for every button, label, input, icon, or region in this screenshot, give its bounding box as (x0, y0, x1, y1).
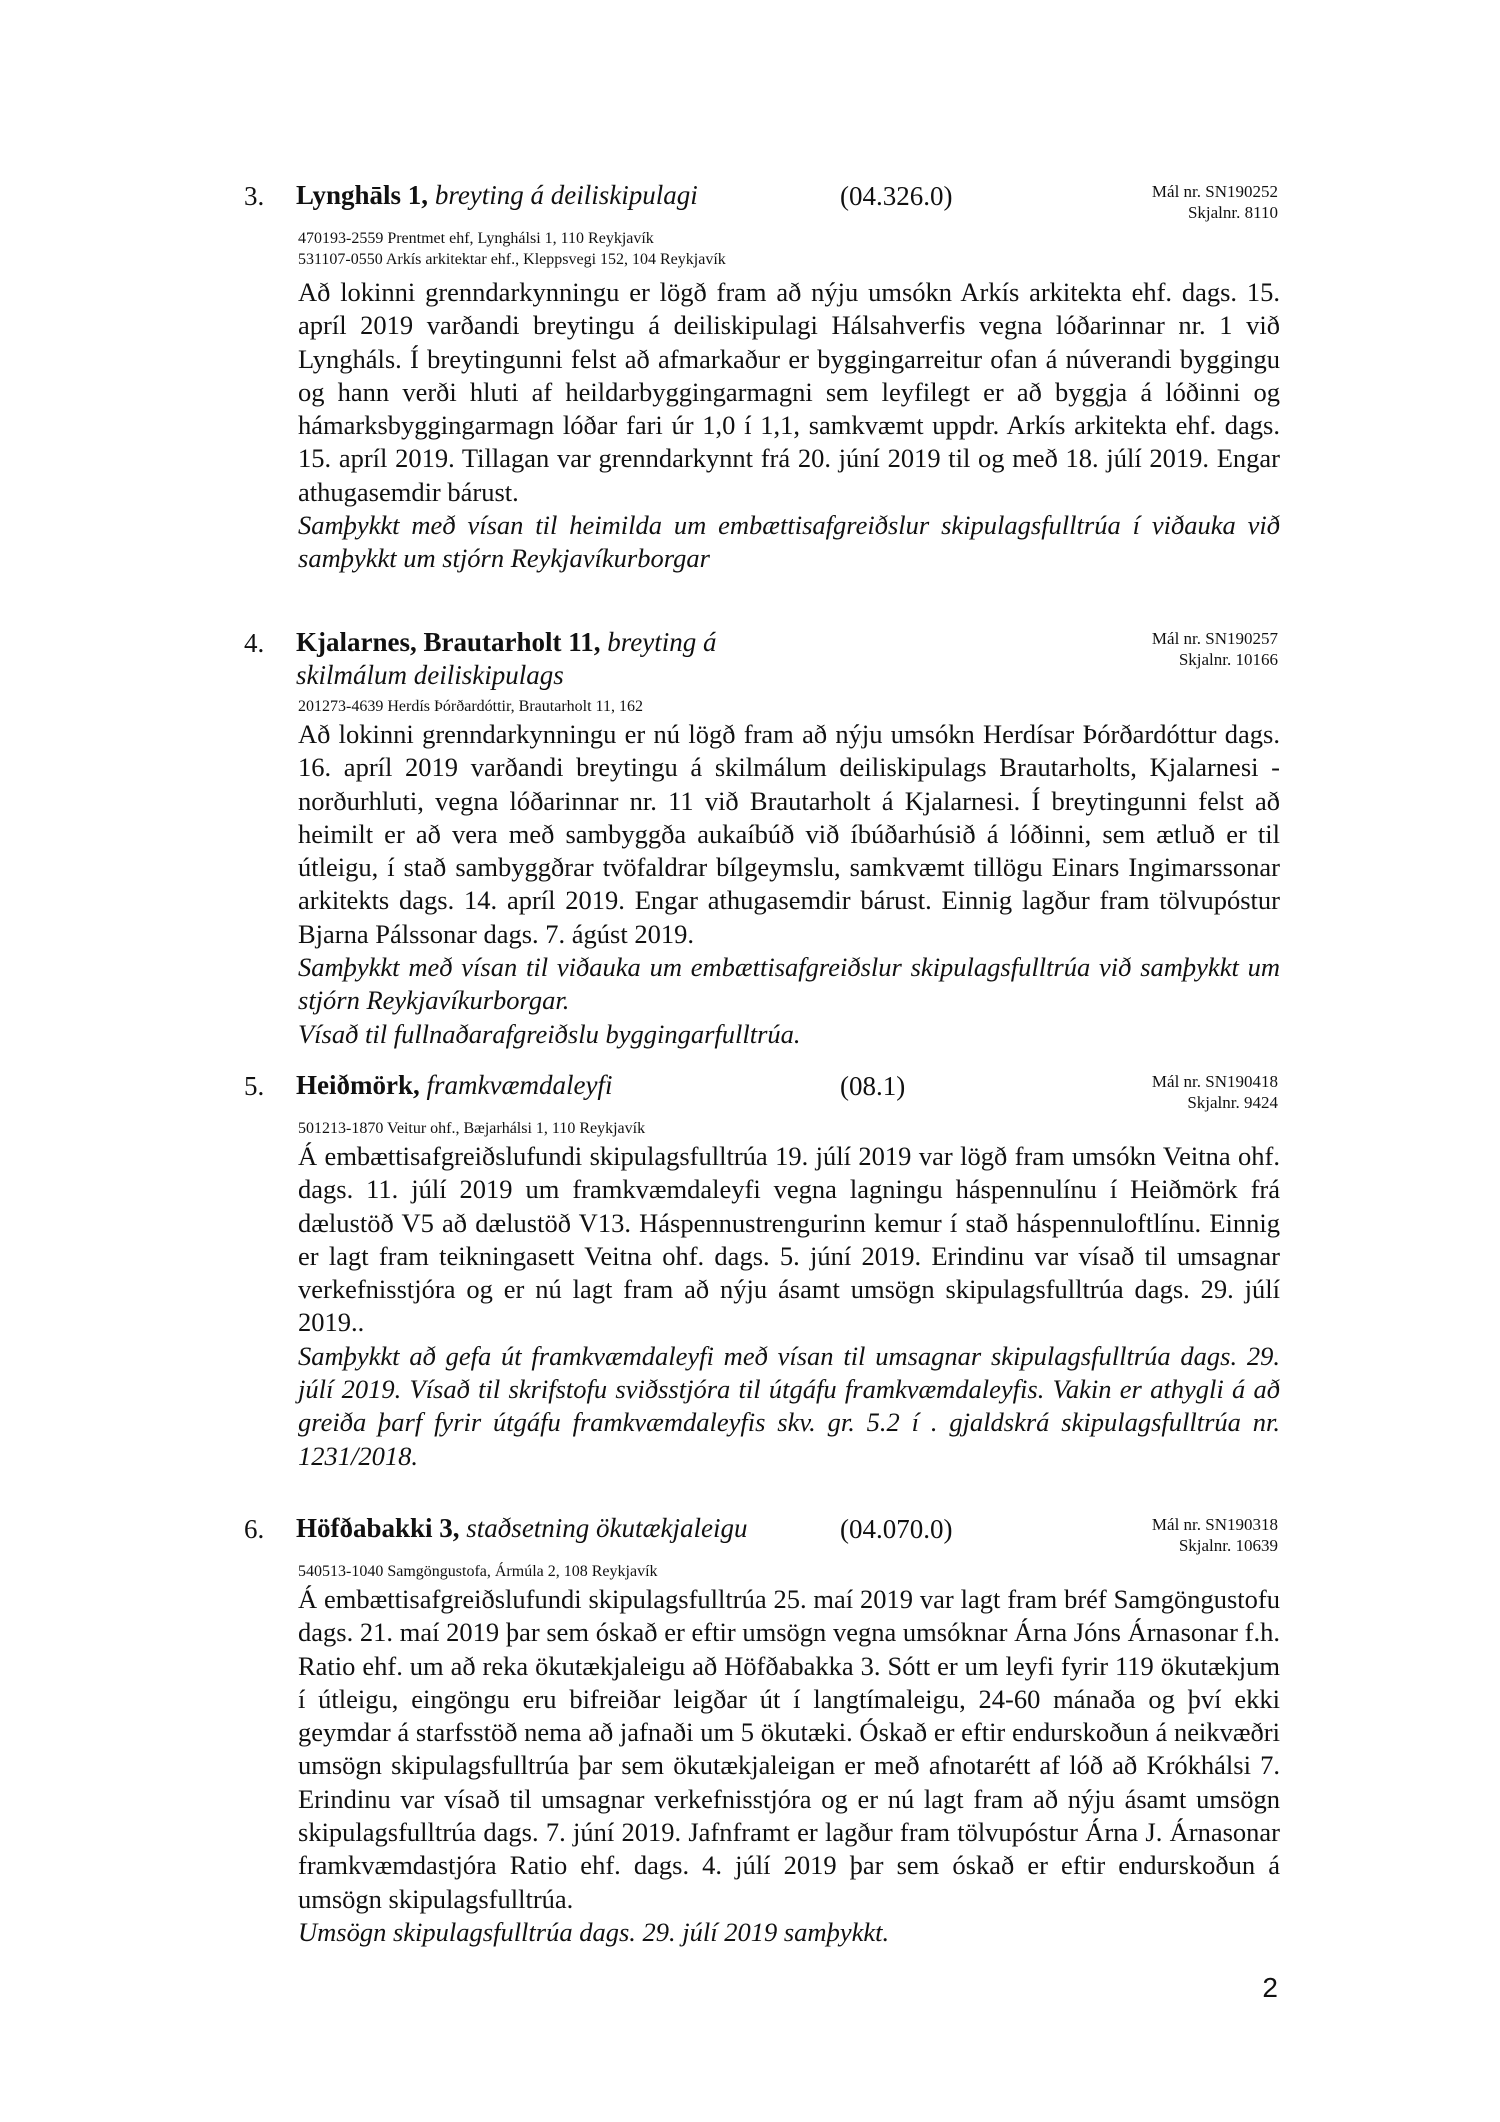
applicant: 201273-4639 Herdís Þórðardóttir, Brautarholt 11, 162 (298, 698, 643, 715)
item-body (298, 718, 1280, 1051)
item-code: (08.1) (840, 1071, 906, 1101)
item-subtitle: breyting á (607, 627, 717, 657)
item-number: 6. (244, 1514, 265, 1544)
applicant: 531107-0550 Arkís arkitektar ehf., Kleppsvegi 152, 104 Reykjavík (298, 251, 726, 268)
item-decision: Samþykkt með vísan til heimilda um embættisafgreiðslur skipulagsfulltrúa í viðauka við samþykkt um stjórn Reykjavíkurborgar (298, 510, 1280, 574)
applicant: 470193-2559 Prentmet ehf, Lynghálsi 1, 110 Reykjavík (298, 230, 654, 247)
applicants (298, 1118, 645, 1139)
item-decision: Samþykkt að gefa út framkvæmdaleyfi með vísan til umsagnar skipulagsfulltrúa dags. 29. júlí 2019. Vísað til skrifstofu sviðsstjóra til útgáfu framkvæmdaleyfis. Vakin er athygli á að greiða þarf fyrir útgáfu framkvæmdaleyfis skv. gr. 5.2 í . gjaldskrá skipulagsfulltrúa nr. 1231/2018. (298, 1340, 1280, 1471)
item-subtitle: framkvæmdaleyfi (426, 1070, 613, 1100)
case-number: Mál nr. SN190257 (1151, 629, 1278, 648)
item-name: Lynghāls 1, (296, 180, 429, 210)
case-number: Mál nr. SN190418 (1151, 1072, 1278, 1091)
item-decision: Samþykkt með vísan til viðauka um embættisafgreiðslur skipulagsfulltrúa við samþykkt um stjórn Reykjavíkurborgar. (298, 952, 1280, 1016)
applicant: 540513-1040 Samgöngustofa, Ármúla 2, 108 Reykjavík (298, 1563, 658, 1580)
item-meta (1152, 1071, 1278, 1113)
applicants (298, 228, 726, 270)
item-number: 5. (244, 1071, 265, 1101)
item-title (296, 1069, 612, 1102)
document-number: Skjalnr. 10166 (1178, 650, 1278, 669)
item-subtitle: staðsetning ökutækjaleigu (466, 1513, 748, 1543)
item-body (298, 1140, 1280, 1473)
item-name: Heiðmörk, (296, 1070, 420, 1100)
item-subtitle-continued: skilmálum deiliskipulags (296, 660, 564, 690)
applicants (298, 696, 643, 717)
document-number: Skjalnr. 9424 (1187, 1093, 1278, 1112)
item-name: Höfðabakki 3, (296, 1513, 460, 1543)
item-subtitle: breyting á deiliskipulagi (434, 180, 698, 210)
item-number: 3. (244, 181, 265, 211)
item-meta (1152, 181, 1278, 223)
item-meta (1152, 1514, 1278, 1556)
item-title (296, 1512, 748, 1545)
item-meta (1152, 628, 1278, 670)
document-number: Skjalnr. 8110 (1187, 203, 1278, 222)
applicant: 501213-1870 Veitur ohf., Bæjarhálsi 1, 110 Reykjavík (298, 1120, 646, 1137)
case-number: Mál nr. SN190318 (1151, 1515, 1278, 1534)
item-body (298, 1583, 1280, 1949)
item-code: (04.326.0) (840, 181, 953, 211)
item-text: Að lokinni grenndarkynningu er lögð fram að nýju umsókn Arkís arkitekta ehf. dags. 15. apríl 2019 varðandi breytingu á deiliskipulagi Hálsahverfis vegna lóðarinnar nr. 1 við Lyngháls. Í breytingunni felst að afmarkaður er byggingarreitur ofan á núverandi byggingu og hann verði hluti af heildarbyggingarmagni sem leyfilegt er að byggja á lóðinni og hámarksbyggingarmagn lóðar fari úr 1,0 í 1,1, samkvæmt uppdr. Arkís arkitekta ehf. dags. 15. apríl 2019. Tillagan var grenndarkynnt frá 20. júní 2019 til og með 18. júlí 2019. Engar athugasemdir bárust. (298, 277, 1280, 507)
item-text: Að lokinni grenndarkynningu er nú lögð fram að nýju umsókn Herdísar Þórðardóttur dags. 16. apríl 2019 varðandi breytingu á skilmálum deiliskipulags Brautarholts, Kjalarnesi - norðurhluti, vegna lóðarinnar nr. 11 við Brautarholt á Kjalarnesi. Í breytingunni felst að heimilt er að vera með sambyggða aukaíbúð við íbúðarhúsið á lóðinni, sem ætluð er til útleigu, í stað sambyggðrar tvöfaldrar bílgeymslu, samkvæmt tillögu Einars Ingimarssonar arkitekts dags. 14. apríl 2019. Engar athugasemdir bárust. Einnig lagður fram tölvupóstur Bjarna Pálssonar dags. 7. ágúst 2019. (298, 719, 1280, 949)
item-code: (04.070.0) (840, 1514, 953, 1544)
document-number: Skjalnr. 10639 (1178, 1536, 1278, 1555)
item-text: Á embættisafgreiðslufundi skipulagsfulltrúa 19. júlí 2019 var lögð fram umsókn Veitna ohf. dags. 11. júlí 2019 um framkvæmdaleyfi vegna lagningu háspennulínu í Heiðmörk frá dælustöð V5 að dælustöð V13. Háspennustrengurinn kemur í stað háspennuloftlínu. Einnig er lagt fram teikningasett Veitna ohf. dags. 5. júní 2019. Erindinu var vísað til umsagnar verkefnisstjóra og er nú lagt fram að nýju ásamt umsögn skipulagsfulltrúa dags. 29. júlí 2019.. (298, 1141, 1280, 1338)
item-name: Kjalarnes, Brautarholt 11, (296, 627, 601, 657)
item-title (296, 626, 716, 692)
item-body (298, 276, 1280, 576)
case-number: Mál nr. SN190252 (1151, 182, 1278, 201)
item-text: Á embættisafgreiðslufundi skipulagsfulltrúa 25. maí 2019 var lagt fram bréf Samgöngustofu dags. 21. maí 2019 þar sem óskað er eftir umsögn vegna umsóknar Árna Jóns Árnasonar f.h. Ratio ehf. um að reka ökutækjaleigu að Höfðabakka 3. Sótt er um leyfi fyrir 119 ökutækjum í útleigu, eingöngu eru bifreiðar leigðar út í langtímaleigu, 24-60 mánaða og því ekki geymdar á starfsstöð nema að jafnaði um 5 ökutæki. Óskað er eftir endurskoðun á neikvæðri umsögn skipulagsfulltrúa þar sem ökutækjaleigan er með afnotarétt af lóð að Krókhálsi 7. Erindinu var vísað til umsagnar verkefnisstjóra og er nú lagt fram að nýju ásamt umsögn skipulagsfulltrúa dags. 7. júní 2019. Jafnframt er lagður fram tölvupóstur Árna J. Árnasonar framkvæmdastjóra Ratio ehf. dags. 4. júlí 2019 þar sem óskað er eftir endurskoðun á umsögn skipulagsfulltrúa. (298, 1584, 1280, 1914)
page-number: 2 (1262, 1972, 1278, 2003)
item-decision: Umsögn skipulagsfulltrúa dags. 29. júlí 2019 samþykkt. (298, 1916, 890, 1947)
item-decision: Vísað til fullnaðarafgreiðslu byggingarfulltrúa. (298, 1018, 801, 1049)
item-number: 4. (244, 628, 265, 658)
applicants (298, 1561, 658, 1582)
item-title (296, 179, 698, 212)
